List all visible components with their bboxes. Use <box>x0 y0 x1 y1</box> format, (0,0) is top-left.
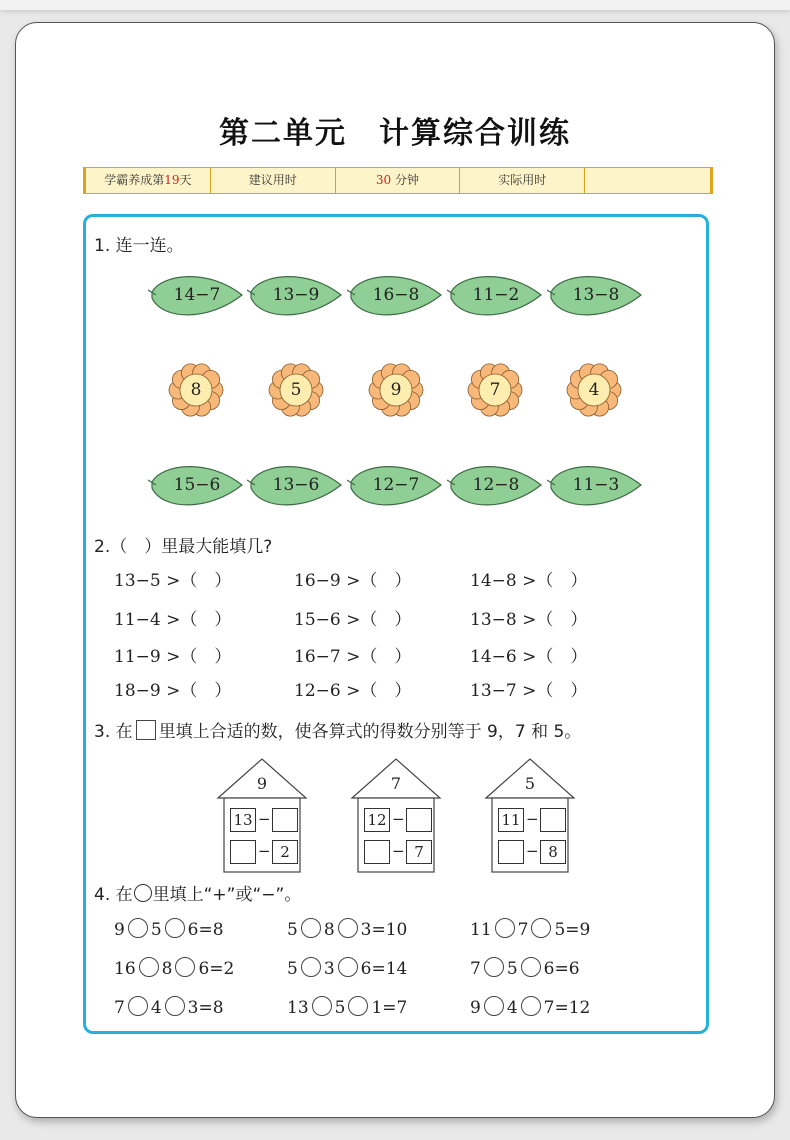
equation-item <box>470 918 590 940</box>
operator-circle[interactable] <box>301 957 321 977</box>
house-2 <box>350 758 442 874</box>
actual-value[interactable] <box>585 168 710 193</box>
equation-part: 6=6 <box>543 959 580 979</box>
q1-title: 1. 连一连。 <box>94 236 184 256</box>
equation-part: 5 <box>150 920 162 940</box>
operator-circle[interactable] <box>521 996 541 1016</box>
q4-title-a: 4. 在 <box>94 885 133 905</box>
leaf-expression: 15−6 <box>173 475 221 495</box>
house-1 <box>216 758 308 874</box>
suggest-value-cell <box>336 168 461 193</box>
operator-circle[interactable] <box>531 918 551 938</box>
leaf-expression: 13−8 <box>572 285 620 305</box>
minus-sign: − <box>392 810 405 828</box>
equation-part: 8 <box>161 959 173 979</box>
equation-part: 3=8 <box>187 998 224 1018</box>
house-roof-number: 5 <box>524 774 536 793</box>
flower-number: 4 <box>588 380 600 400</box>
equation-item <box>287 996 407 1018</box>
top-leaf-1[interactable] <box>148 270 244 324</box>
day-number: 19 <box>164 173 180 187</box>
leaf-expression: 14−7 <box>173 285 221 305</box>
flower-number: 7 <box>489 380 501 400</box>
equation-item <box>470 957 580 979</box>
flower-number: 9 <box>390 380 402 400</box>
inequality-item[interactable]: 13−7 >（ ） <box>470 681 588 701</box>
top-bar <box>0 0 790 10</box>
leaf-expression: 11−3 <box>572 475 620 495</box>
flower-number: 8 <box>190 380 202 400</box>
box-row1-left: 12 <box>364 808 390 832</box>
minus-sign: − <box>526 810 539 828</box>
box-row2-right: 7 <box>406 840 432 864</box>
box-row2-left[interactable] <box>498 840 524 864</box>
circle-icon <box>134 884 152 902</box>
q4-title <box>94 880 301 905</box>
equation-item <box>114 957 234 979</box>
suggest-label: 建议用时 <box>211 168 336 193</box>
actual-label: 实际用时 <box>460 168 585 193</box>
operator-circle[interactable] <box>484 957 504 977</box>
bottom-leaf-4[interactable] <box>447 460 543 514</box>
box-row2-right: 8 <box>540 840 566 864</box>
q3-title-a: 3. 在 <box>94 722 133 742</box>
top-leaf-2[interactable] <box>247 270 343 324</box>
house-3 <box>484 758 576 874</box>
equation-item <box>114 918 224 940</box>
operator-circle[interactable] <box>175 957 195 977</box>
equation-part: 7 <box>114 998 125 1018</box>
flower-4[interactable] <box>467 362 523 418</box>
flower-number: 5 <box>290 380 302 400</box>
leaf-expression: 11−2 <box>472 285 520 305</box>
box-row1-left: 11 <box>498 808 524 832</box>
leaf-expression: 12−8 <box>472 475 520 495</box>
top-leaf-3[interactable] <box>347 270 443 324</box>
leaf-expression: 13−6 <box>272 475 320 495</box>
house-roof-number: 7 <box>390 774 402 793</box>
equation-part: 5 <box>334 998 346 1018</box>
box-row1-right[interactable] <box>272 808 298 832</box>
inequality-item[interactable]: 11−4 >（ ） <box>114 610 232 630</box>
box-row2-left[interactable] <box>230 840 256 864</box>
equation-item <box>114 996 224 1018</box>
operator-circle[interactable] <box>312 996 332 1016</box>
operator-circle[interactable] <box>338 918 358 938</box>
operator-circle[interactable] <box>301 918 321 938</box>
bottom-leaf-1[interactable] <box>148 460 244 514</box>
equation-part: 7 <box>517 920 529 940</box>
minus-sign: − <box>258 810 271 828</box>
bottom-leaf-2[interactable] <box>247 460 343 514</box>
equation-part: 1=7 <box>371 998 408 1018</box>
flower-1[interactable] <box>168 362 224 418</box>
equation-part: 7=12 <box>543 998 591 1018</box>
equation-item <box>287 918 407 940</box>
equation-part: 3 <box>323 959 335 979</box>
inequality-item[interactable]: 18−9 >（ ） <box>114 681 232 701</box>
operator-circle[interactable] <box>495 918 515 938</box>
inequality-item[interactable]: 16−7 >（ ） <box>294 647 412 667</box>
flower-2[interactable] <box>268 362 324 418</box>
equation-part: 7 <box>470 959 481 979</box>
equation-part: 16 <box>114 959 136 979</box>
inequality-item[interactable]: 11−9 >（ ） <box>114 647 232 667</box>
operator-circle[interactable] <box>338 957 358 977</box>
flower-3[interactable] <box>368 362 424 418</box>
bottom-leaf-5[interactable] <box>547 460 643 514</box>
equation-part: 6=14 <box>360 959 408 979</box>
q3-title-b: 里填上合适的数，使各算式的得数分别等于 9，7 和 5。 <box>158 722 582 742</box>
equation-part: 5 <box>287 920 298 940</box>
day-cell <box>86 168 211 193</box>
inequality-item[interactable]: 16−9 >（ ） <box>294 571 412 591</box>
equation-part: 4 <box>150 998 162 1018</box>
equation-part: 6=2 <box>198 959 235 979</box>
equation-part: 13 <box>287 998 309 1018</box>
inequality-item[interactable]: 15−6 >（ ） <box>294 610 412 630</box>
day-prefix: 学霸养成第 <box>104 173 165 187</box>
box-row1-left: 13 <box>230 808 256 832</box>
operator-circle[interactable] <box>165 918 185 938</box>
flower-5[interactable] <box>566 362 622 418</box>
day-suffix: 天 <box>179 173 192 187</box>
house-roof-number: 9 <box>256 774 268 793</box>
equation-part: 3=10 <box>360 920 408 940</box>
equation-part: 11 <box>470 920 492 940</box>
equation-part: 9 <box>470 998 481 1018</box>
inequality-item[interactable]: 13−5 >（ ） <box>114 571 232 591</box>
equation-item <box>470 996 590 1018</box>
box-row2-right: 2 <box>272 840 298 864</box>
suggest-unit: 分钟 <box>395 173 420 187</box>
q2-title: 2.（ ）里最大能填几? <box>94 537 273 557</box>
equation-part: 5 <box>506 959 518 979</box>
q4-title-b: 里填上“+”或“−”。 <box>152 885 302 905</box>
suggest-value: 30 <box>375 173 392 187</box>
operator-circle[interactable] <box>348 996 368 1016</box>
minus-sign: − <box>526 842 539 860</box>
box-row2-left[interactable] <box>364 840 390 864</box>
top-leaf-4[interactable] <box>447 270 543 324</box>
operator-circle[interactable] <box>128 996 148 1016</box>
box-row1-right[interactable] <box>540 808 566 832</box>
operator-circle[interactable] <box>128 918 148 938</box>
equation-part: 4 <box>506 998 518 1018</box>
inequality-item[interactable]: 14−8 >（ ） <box>470 571 588 591</box>
page-title: 第二单元 计算综合训练 <box>219 116 571 151</box>
equation-item <box>287 957 407 979</box>
info-bar <box>83 167 713 194</box>
leaf-expression: 13−9 <box>272 285 320 305</box>
equation-part: 6=8 <box>187 920 224 940</box>
inequality-item[interactable]: 14−6 >（ ） <box>470 647 588 667</box>
inequality-item[interactable]: 13−8 >（ ） <box>470 610 588 630</box>
leaf-expression: 16−8 <box>372 285 420 305</box>
minus-sign: − <box>392 842 405 860</box>
equation-part: 5 <box>287 959 298 979</box>
q3-title <box>94 717 581 742</box>
equation-part: 8 <box>323 920 335 940</box>
operator-circle[interactable] <box>484 996 504 1016</box>
equation-part: 9 <box>114 920 125 940</box>
leaf-expression: 12−7 <box>372 475 420 495</box>
minus-sign: − <box>258 842 271 860</box>
operator-circle[interactable] <box>165 996 185 1016</box>
operator-circle[interactable] <box>521 957 541 977</box>
equation-part: 5=9 <box>554 920 591 940</box>
square-icon <box>136 720 156 740</box>
top-leaf-5[interactable] <box>547 270 643 324</box>
bottom-leaf-3[interactable] <box>347 460 443 514</box>
box-row1-right[interactable] <box>406 808 432 832</box>
inequality-item[interactable]: 12−6 >（ ） <box>294 681 412 701</box>
operator-circle[interactable] <box>139 957 159 977</box>
